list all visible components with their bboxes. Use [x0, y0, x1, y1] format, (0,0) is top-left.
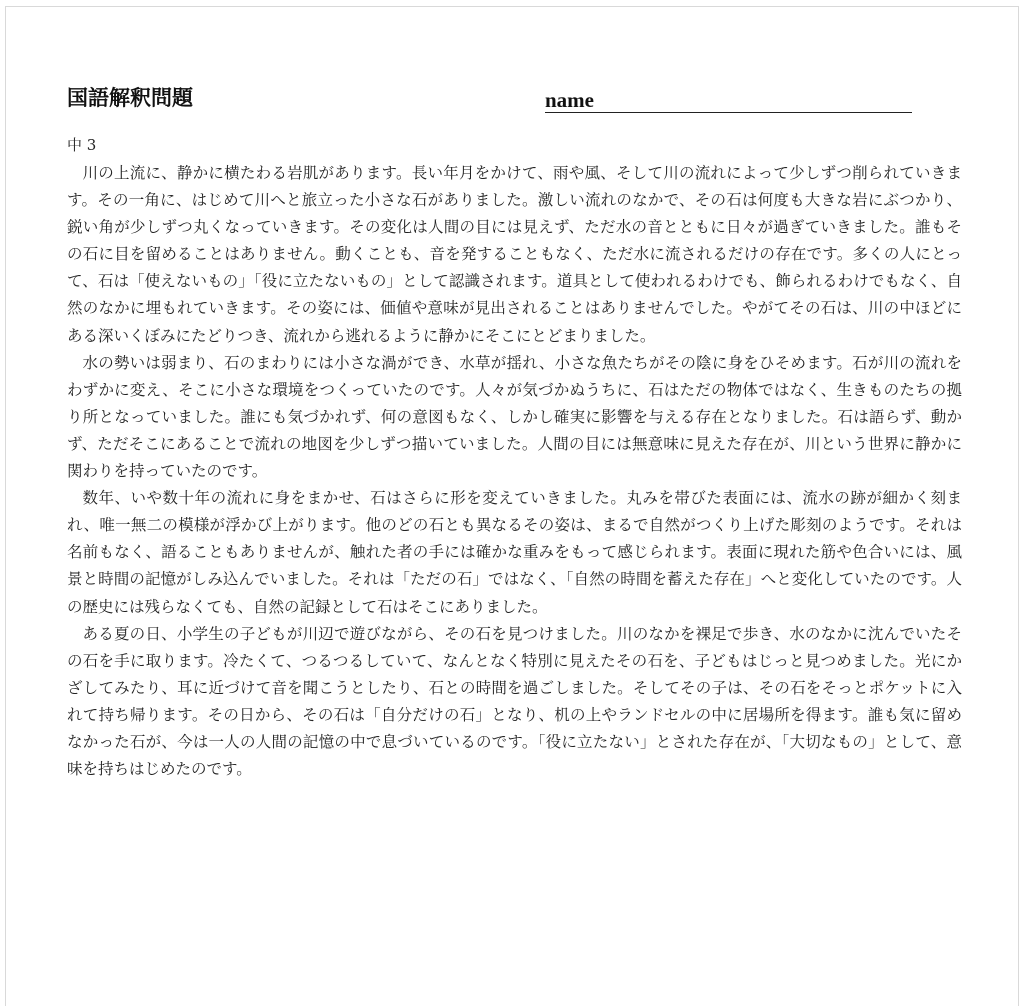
passage-paragraph-2: 水の勢いは弱まり、石のまわりには小さな渦ができ、水草が揺れ、小さな魚たちがその陰に身をひそめます。石が川の流れをわずかに変え、そこに小さな環境をつくっていたのです。人々が気づかぬうちに、石はただの物体ではなく、生きものたちの拠り所となっていました。誰にも気づかれず、何の意図もなく、しかし確実に影響を与える存在となりました。石は語らず、動かず、ただそこにあることで流れの地図を少しずつ描いていました。人間の目には無意味に見えた存在が、川という世界に静かに関わりを持っていたのです。 — [67, 353, 962, 481]
grade-label: 中 3 — [67, 136, 97, 154]
passage-text — [67, 160, 962, 783]
name-label: name — [545, 88, 594, 112]
passage-paragraph-4: ある夏の日、小学生の子どもが川辺で遊びながら、その石を見つけました。川のなかを裸足で歩き、水のなかに沈んでいたその石を手に取ります。冷たくて、つるつるしていて、なんとなく特別に見えたその石を、子どもはじっと見つめました。光にかざしてみたり、耳に近づけて音を聞こうとしたり、石との時間を過ごしました。そしてその子は、その石をそっとポケットに入れて持ち帰ります。その日から、その石は「自分だけの石」となり、机の上やランドセルの中に居場所を得ます。誰も気に留めなかった石が、今は一人の人間の記憶の中で息づいているのです。「役に立たない」とされた存在が、「大切なもの」として、意味を持ちはじめたのです。 — [67, 624, 962, 779]
passage-paragraph-1: 川の上流に、静かに横たわる岩肌があります。長い年月をかけて、雨や風、そして川の流れによって少しずつ削られていきます。その一角に、はじめて川へと旅立った小さな石がありました。激しい流れのなかで、その石は何度も大きな岩にぶつかり、鋭い角が少しずつ丸くなっていきます。その変化は人間の目には見えず、ただ水の音とともに日々が過ぎていきました。誰もその石に目を留めることはありません。動くことも、音を発することもなく、ただ水に流されるだけの存在です。多くの人にとって、石は「使えないもの」「役に立たないもの」として認識されます。道具として使われるわけでも、飾られるわけでもなく、自然のなかに埋もれていきます。その姿には、価値や意味が見出されることはありませんでした。やがてその石は、川の中ほどにある深いくぼみにたどりつき、流れから逃れるように静かにそこにとどまりました。 — [67, 164, 962, 345]
name-underline[interactable] — [545, 112, 912, 113]
worksheet-title: 国語解釈問題 — [67, 85, 193, 110]
passage-paragraph-3: 数年、いや数十年の流れに身をまかせ、石はさらに形を変えていきました。丸みを帯びた表面には、流水の跡が細かく刻まれ、唯一無二の模様が浮かび上がります。他のどの石とも異なるその姿は、まるで自然がつくり上げた彫刻のようです。それは名前もなく、語ることもありませんが、触れた者の手には確かな重みをもって感じられます。表面に現れた筋や色合いには、風景と時間の記憶がしみ込んでいました。それは「ただの石」ではなく、「自然の時間を蓄えた存在」へと変化していたのです。人の歴史には残らなくても、自然の記録として石はそこにありました。 — [67, 489, 962, 616]
